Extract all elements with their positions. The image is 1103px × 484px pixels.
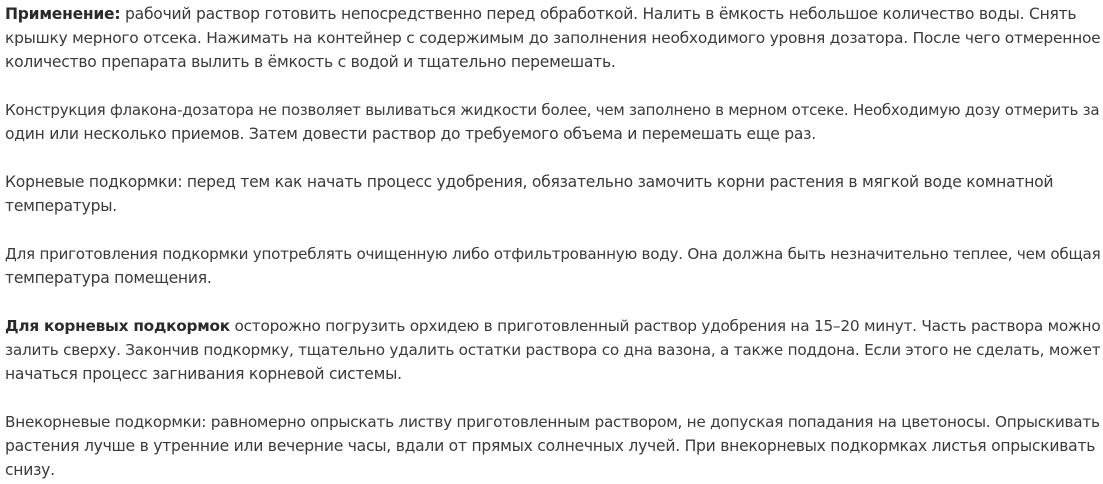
text-line <box>5 266 1103 290</box>
line-text: количество препарата вылить в ёмкость с водой и тщательно перемешать. <box>5 53 616 71</box>
text-line <box>5 122 1103 146</box>
bold-lead: Применение: <box>5 5 121 23</box>
text-line <box>5 458 1103 482</box>
text-line <box>5 242 1103 266</box>
line-text: крышку мерного отсека. Нажимать на контейнер с содержимым до заполнения необходимого уровня дозатора. После чего отмеренное <box>5 29 1101 47</box>
line-text: Внекорневые подкормки: равномерно опрыскать листву приготовленным раствором, не допуская попадания на цветоносы. Опрыскивать <box>5 413 1100 431</box>
line-text: Корневые подкормки: перед тем как начать процесс удобрения, обязательно замочить корни растения в мягкой воде комнатной <box>5 173 1054 191</box>
paragraph-dispenser <box>5 98 1103 146</box>
line-text: растения лучше в утренние или вечерние часы, вдали от прямых солнечных лучей. При внекорневых подкормках листья опрыскивать <box>5 437 1096 455</box>
text-line <box>5 2 1103 26</box>
text-line <box>5 194 1103 218</box>
paragraph-water <box>5 242 1103 290</box>
paragraph-root-feeding <box>5 170 1103 218</box>
text-line <box>5 50 1103 74</box>
line-text: рабочий раствор готовить непосредственно перед обработкой. Налить в ёмкость небольшое количество воды. Снять <box>120 5 1077 23</box>
bold-lead: Для корневых подкормок <box>5 317 230 335</box>
line-text: залить сверху. Закончив подкормку, тщательно удалить остатки раствора со дна вазона, а также поддона. Если этого не сделать, может <box>5 341 1101 359</box>
text-line <box>5 410 1103 434</box>
line-text: один или несколько приемов. Затем довести раствор до требуемого объема и перемешать еще раз. <box>5 125 816 143</box>
paragraph-application <box>5 2 1103 74</box>
text-line <box>5 314 1103 338</box>
text-line <box>5 26 1103 50</box>
line-text: осторожно погрузить орхидею в приготовленный раствор удобрения на 15–20 минут. Часть раствора можно <box>229 317 1101 335</box>
text-line <box>5 434 1103 458</box>
line-text: температуры. <box>5 197 117 215</box>
line-text: начаться процесс загнивания корневой системы. <box>5 365 402 383</box>
line-text: Конструкция флакона-дозатора не позволяет выливаться жидкости более, чем заполнено в мерном отсеке. Необходимую дозу отмерить за <box>5 101 1100 119</box>
line-text: снизу. <box>5 461 55 479</box>
text-line <box>5 362 1103 386</box>
text-line <box>5 338 1103 362</box>
text-line <box>5 170 1103 194</box>
line-text: Для приготовления подкормки употреблять очищенную либо отфильтрованную воду. Она должна быть незначительно теплее, чем общая <box>5 245 1101 263</box>
text-line <box>5 98 1103 122</box>
paragraph-root-procedure <box>5 314 1103 386</box>
line-text: температура помещения. <box>5 269 212 287</box>
paragraph-foliar-feeding <box>5 410 1103 482</box>
